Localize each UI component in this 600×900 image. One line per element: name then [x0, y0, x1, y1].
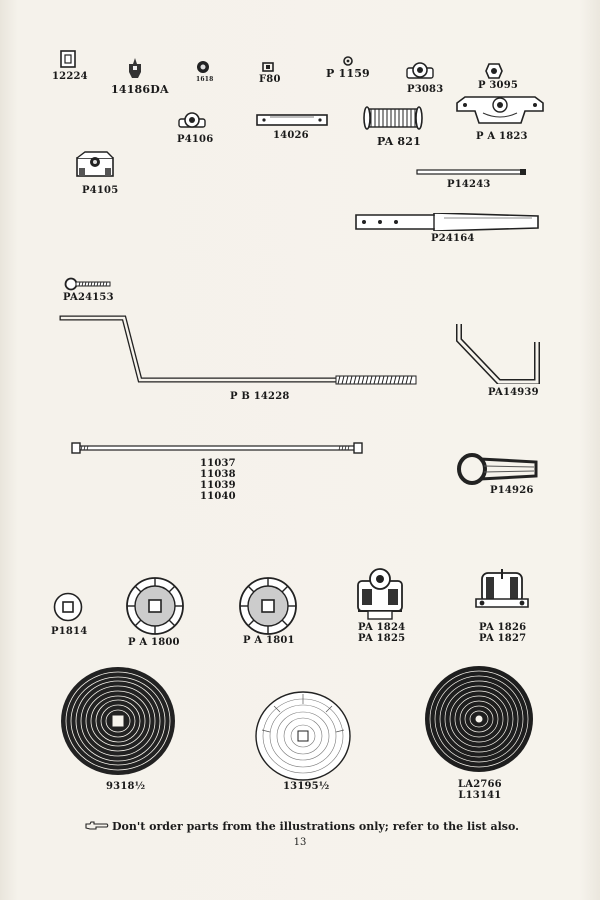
- part-pb14228-label: P B 14228: [230, 391, 290, 402]
- part-pa821-label: PA 821: [377, 135, 421, 148]
- page-number: 13: [293, 837, 307, 848]
- part-pb14228-image: [58, 314, 420, 390]
- part-pa1823-label: P A 1823: [476, 131, 528, 142]
- part-pa1827-label: PA 1827: [479, 633, 527, 644]
- part-14026-label: 14026: [273, 130, 309, 141]
- part-pa1826-image: [474, 565, 530, 617]
- footer-note: [85, 820, 525, 833]
- part-p14243-image: [416, 168, 528, 176]
- part-f80-image: [262, 61, 274, 73]
- part-p3095-label: P 3095: [478, 80, 519, 91]
- part-1618-image: [196, 60, 210, 74]
- part-pa1823-image: [455, 95, 545, 125]
- part-1618-label: 1618: [196, 76, 214, 83]
- pointing-hand-icon: [85, 821, 109, 831]
- part-pa14939-image: [455, 322, 541, 384]
- part-11040-label: 11040: [200, 491, 236, 502]
- part-p14926-label: P14926: [490, 485, 534, 496]
- part-11037-label: 11037: [200, 458, 236, 469]
- part-p3083-label: P3083: [407, 84, 444, 95]
- part-9318-image: [59, 665, 177, 777]
- part-p4105-label: P4105: [82, 185, 119, 196]
- part-p4106-image: [178, 110, 206, 132]
- part-p1159-label: P 1159: [326, 67, 370, 80]
- part-11038-label: 11038: [200, 469, 236, 480]
- part-p1814-image: [53, 592, 83, 622]
- part-13195-label: 13195½: [283, 781, 330, 792]
- part-14186da-label: 14186DA: [111, 83, 169, 96]
- part-p14926-image: [456, 452, 538, 486]
- part-13195-image: [254, 690, 352, 782]
- part-12224-label: 12224: [52, 71, 88, 82]
- part-p14243-label: P14243: [447, 179, 491, 190]
- part-pa1826-label: PA 1826: [479, 622, 527, 633]
- part-pa1824-label: PA 1824: [358, 622, 406, 633]
- part-p1814-label: P1814: [51, 626, 88, 637]
- part-pa1800-image: [125, 575, 185, 637]
- part-la2766-image: [423, 664, 535, 774]
- part-11039-label: 11039: [200, 480, 236, 491]
- part-12224-image: [60, 50, 76, 68]
- part-l13141-label: L13141: [458, 790, 502, 801]
- part-pa1826-labels: [479, 622, 526, 644]
- part-p4105-image: [75, 150, 115, 180]
- footer-note-text: Don't order parts from the illustrations only; refer to the list also.: [112, 820, 519, 833]
- part-14026-image: [256, 113, 328, 127]
- part-9318-label: 9318½: [106, 781, 146, 792]
- part-rod-image: [70, 440, 366, 456]
- part-14186da-image: [128, 58, 142, 80]
- part-pa821-image: [363, 105, 423, 131]
- part-p1159-image: [343, 56, 353, 66]
- part-pa24153-label: PA24153: [63, 292, 114, 303]
- part-rods-labels: [200, 458, 236, 502]
- part-la2766-label: LA2766: [458, 779, 502, 790]
- part-pa1801-image: [238, 575, 298, 637]
- part-pa14939-label: PA14939: [488, 387, 539, 398]
- part-p24164-label: P24164: [431, 233, 475, 244]
- part-la2766-labels: [458, 779, 502, 801]
- part-p4106-label: P4106: [177, 134, 214, 145]
- part-pa1825-label: PA 1825: [358, 633, 406, 644]
- part-pa1824-image: [354, 565, 406, 621]
- part-p3095-image: [485, 63, 503, 79]
- part-pa1801-label: P A 1801: [243, 635, 295, 646]
- part-p24164-image: [354, 213, 540, 231]
- part-pa1800-label: P A 1800: [128, 637, 180, 648]
- part-pa1824-labels: [358, 622, 405, 644]
- part-f80-label: F80: [259, 74, 281, 85]
- part-p3083-image: [406, 60, 434, 82]
- part-pa24153-image: [64, 277, 112, 291]
